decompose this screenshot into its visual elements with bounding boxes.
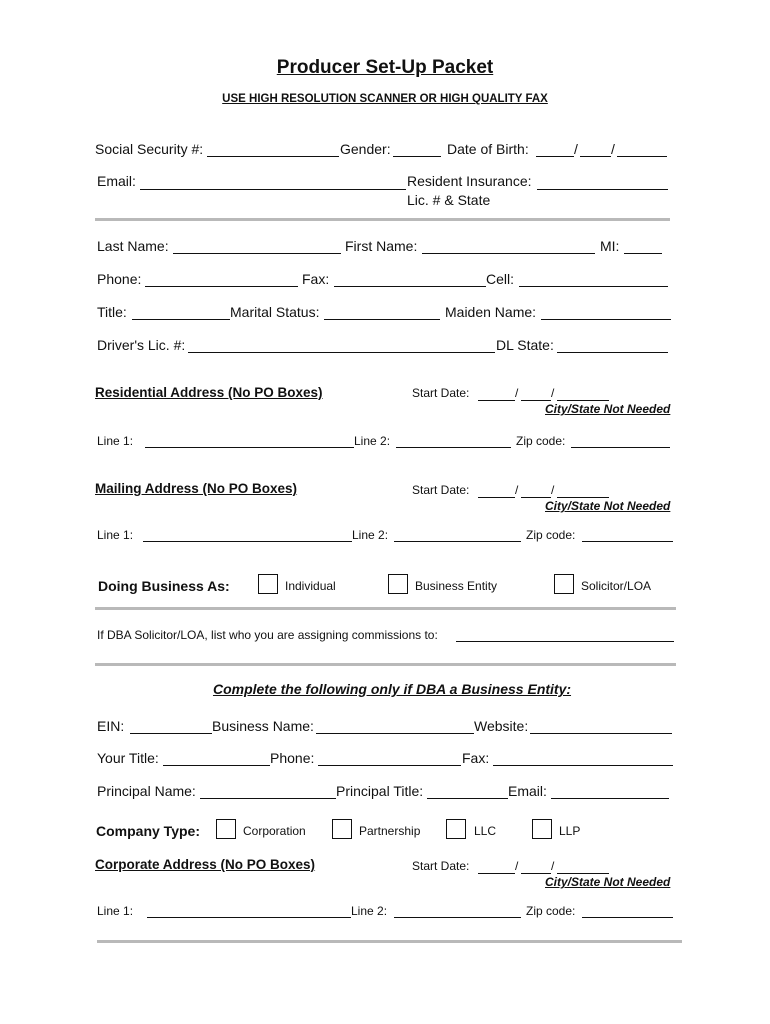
mailing-start-month-field[interactable] — [478, 497, 515, 498]
corporate-start-date-label: Start Date: — [412, 859, 470, 873]
residential-line1-label: Line 1: — [97, 434, 134, 448]
first-name-field[interactable] — [422, 253, 595, 254]
your-title-label: Your Title: — [97, 750, 159, 766]
dl-state-label: DL State: — [496, 337, 554, 353]
company-type-llc-checkbox[interactable] — [446, 819, 466, 839]
date-separator: / — [551, 859, 555, 873]
date-separator: / — [515, 386, 519, 400]
section-divider — [97, 940, 682, 943]
corporate-zip-label: Zip code: — [526, 904, 576, 918]
business-phone-field[interactable] — [318, 765, 461, 766]
residential-line2-field[interactable] — [396, 447, 511, 448]
mailing-line1-field[interactable] — [143, 541, 352, 542]
section-divider — [95, 607, 676, 610]
date-separator: / — [551, 386, 555, 400]
dob-day-field[interactable] — [580, 156, 611, 157]
title-label: Title: — [97, 304, 127, 320]
corporate-line1-label: Line 1: — [97, 904, 134, 918]
corporate-address-heading: Corporate Address (No PO Boxes) — [95, 857, 316, 872]
maiden-name-label: Maiden Name: — [445, 304, 537, 320]
dba-solicitor-label: Solicitor/LOA — [581, 579, 652, 593]
mailing-zip-label: Zip code: — [526, 528, 576, 542]
ssn-label: Social Security #: — [95, 141, 204, 157]
resident-license-sublabel: Lic. # & State — [407, 192, 491, 208]
last-name-label: Last Name: — [97, 238, 169, 254]
mailing-start-date-label: Start Date: — [412, 483, 470, 497]
residential-city-state-note: City/State Not Needed — [545, 402, 671, 416]
title-field[interactable] — [132, 319, 230, 320]
principal-title-field[interactable] — [427, 798, 508, 799]
business-name-label: Business Name: — [212, 718, 314, 734]
your-title-field[interactable] — [163, 765, 270, 766]
residential-zip-label: Zip code: — [516, 434, 566, 448]
dob-separator: / — [611, 141, 615, 157]
dba-business-entity-label: Business Entity — [415, 579, 498, 593]
phone-label: Phone: — [97, 271, 142, 287]
residential-zip-field[interactable] — [571, 447, 670, 448]
business-name-field[interactable] — [316, 733, 474, 734]
date-separator: / — [515, 859, 519, 873]
date-separator: / — [515, 483, 519, 497]
marital-status-field[interactable] — [324, 319, 440, 320]
residential-start-year-field[interactable] — [557, 400, 609, 401]
mailing-start-day-field[interactable] — [521, 497, 551, 498]
dob-separator: / — [574, 141, 578, 157]
page-title: Producer Set-Up Packet — [276, 57, 494, 78]
company-type-llc-label: LLC — [474, 824, 497, 838]
phone-field[interactable] — [145, 286, 298, 287]
last-name-field[interactable] — [173, 253, 341, 254]
drivers-license-label: Driver's Lic. #: — [97, 337, 186, 353]
residential-address-heading: Residential Address (No PO Boxes) — [95, 385, 323, 400]
website-label: Website: — [474, 718, 529, 734]
corporate-start-month-field[interactable] — [478, 873, 515, 874]
mailing-line1-label: Line 1: — [97, 528, 134, 542]
email-field[interactable] — [140, 189, 406, 190]
residential-line1-field[interactable] — [145, 447, 354, 448]
corporate-start-year-field[interactable] — [557, 873, 609, 874]
business-phone-label: Phone: — [270, 750, 315, 766]
dba-label: Doing Business As: — [98, 578, 230, 594]
dba-business-entity-checkbox[interactable] — [388, 574, 408, 594]
dob-label: Date of Birth: — [447, 141, 529, 157]
mailing-zip-field[interactable] — [582, 541, 673, 542]
website-field[interactable] — [530, 733, 672, 734]
cell-field[interactable] — [519, 286, 668, 287]
mailing-address-heading: Mailing Address (No PO Boxes) — [95, 481, 298, 496]
fax-label: Fax: — [302, 271, 330, 287]
business-entity-heading: Complete the following only if DBA a Business Entity: — [212, 681, 572, 697]
residential-start-date-label: Start Date: — [412, 386, 470, 400]
dba-assign-label: If DBA Solicitor/LOA, list who you are assigning commissions to: — [97, 628, 438, 642]
dba-assign-field[interactable] — [456, 641, 674, 642]
drivers-license-field[interactable] — [188, 352, 495, 353]
company-type-partnership-label: Partnership — [359, 824, 421, 838]
mi-label: MI: — [600, 238, 620, 254]
gender-label: Gender: — [340, 141, 391, 157]
cell-label: Cell: — [486, 271, 515, 287]
company-type-corporation-label: Corporation — [243, 824, 306, 838]
residential-start-month-field[interactable] — [478, 400, 515, 401]
business-email-label: Email: — [508, 783, 547, 799]
resident-license-label: Resident Insurance: — [407, 173, 532, 189]
company-type-partnership-checkbox[interactable] — [332, 819, 352, 839]
company-type-label: Company Type: — [96, 823, 200, 839]
corporate-line1-field[interactable] — [147, 917, 351, 918]
date-separator: / — [551, 483, 555, 497]
principal-name-label: Principal Name: — [97, 783, 196, 799]
company-type-corporation-checkbox[interactable] — [216, 819, 236, 839]
corporate-start-day-field[interactable] — [521, 873, 551, 874]
dba-solicitor-checkbox[interactable] — [554, 574, 574, 594]
mailing-line2-field[interactable] — [394, 541, 521, 542]
company-type-llp-label: LLP — [559, 824, 581, 838]
mi-field[interactable] — [624, 253, 662, 254]
dba-individual-label: Individual — [285, 579, 336, 593]
company-type-llp-checkbox[interactable] — [532, 819, 552, 839]
corporate-line2-field[interactable] — [394, 917, 521, 918]
residential-line2-label: Line 2: — [354, 434, 391, 448]
gender-field[interactable] — [393, 156, 441, 157]
principal-name-field[interactable] — [200, 798, 336, 799]
mailing-line2-label: Line 2: — [352, 528, 389, 542]
page-subtitle: USE HIGH RESOLUTION SCANNER OR HIGH QUALITY FAX — [222, 93, 548, 105]
email-label: Email: — [97, 173, 136, 189]
corporate-zip-field[interactable] — [582, 917, 673, 918]
ssn-field[interactable] — [207, 156, 339, 157]
dob-year-field[interactable] — [617, 156, 667, 157]
ein-field[interactable] — [130, 733, 212, 734]
business-fax-label: Fax: — [462, 750, 490, 766]
mailing-start-year-field[interactable] — [557, 497, 609, 498]
section-divider — [95, 218, 670, 221]
ein-label: EIN: — [97, 718, 125, 734]
corporate-line2-label: Line 2: — [351, 904, 388, 918]
maiden-name-field[interactable] — [541, 319, 671, 320]
fax-field[interactable] — [334, 286, 486, 287]
residential-start-day-field[interactable] — [521, 400, 551, 401]
principal-title-label: Principal Title: — [336, 783, 424, 799]
dba-individual-checkbox[interactable] — [258, 574, 278, 594]
dl-state-field[interactable] — [557, 352, 668, 353]
mailing-city-state-note: City/State Not Needed — [545, 499, 671, 513]
business-fax-field[interactable] — [493, 765, 673, 766]
corporate-city-state-note: City/State Not Needed — [545, 875, 671, 889]
first-name-label: First Name: — [345, 238, 418, 254]
dob-month-field[interactable] — [536, 156, 574, 157]
marital-status-label: Marital Status: — [230, 304, 320, 320]
business-email-field[interactable] — [551, 798, 669, 799]
section-divider — [95, 663, 676, 666]
resident-license-field[interactable] — [537, 189, 668, 190]
